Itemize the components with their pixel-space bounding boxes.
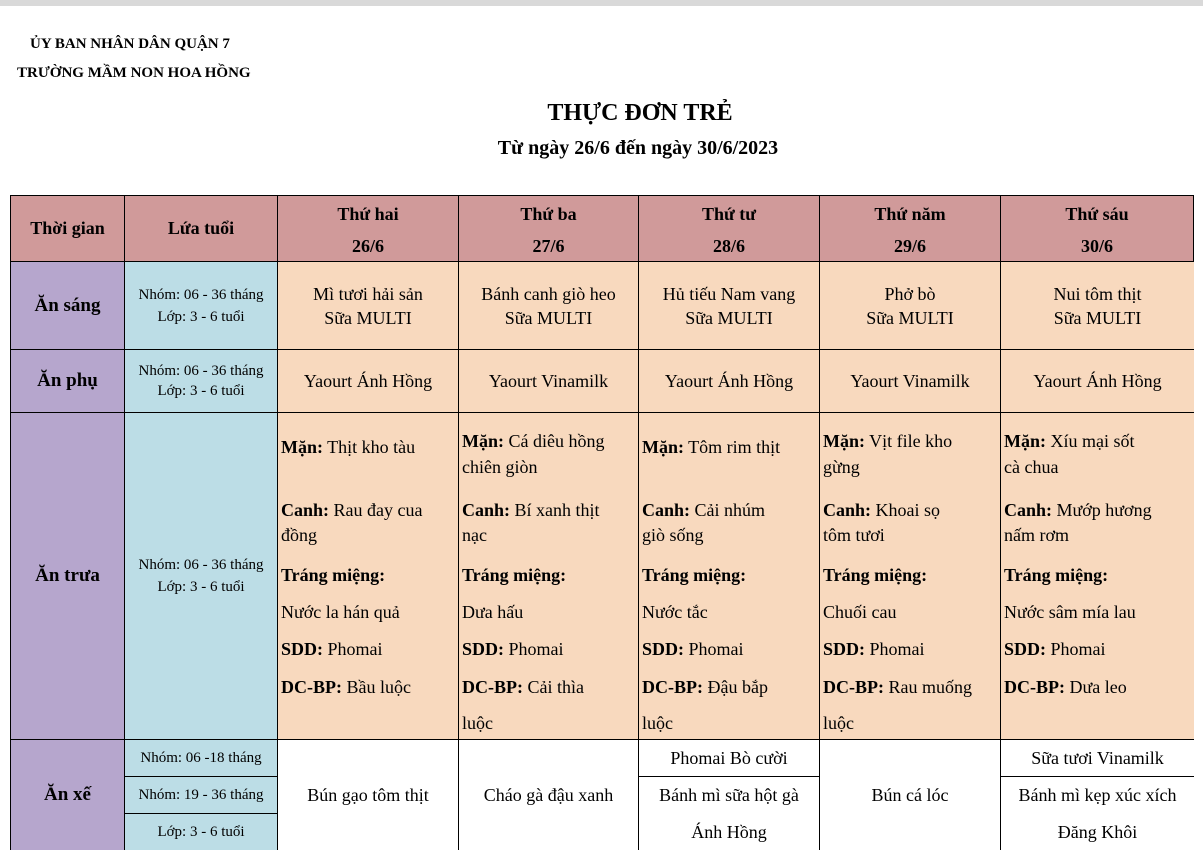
breakfast-mon — [277, 261, 458, 349]
label-canh: Canh: — [281, 500, 330, 520]
label-sdd: SDD: — [642, 639, 685, 659]
dessert: Nước la hán quả — [281, 602, 400, 622]
afternoon-wed-top — [638, 739, 819, 776]
snack-item: Yaourt Ánh Hồng — [1033, 371, 1162, 391]
lunch-mon — [277, 412, 458, 739]
soup-line2: nấm rơm — [1004, 525, 1070, 545]
label-man: Mặn: — [462, 431, 504, 451]
lunch-tue — [458, 412, 638, 739]
soup — [1004, 500, 1152, 521]
label-canh: Canh: — [642, 500, 691, 520]
age-afternoon-2 — [124, 776, 277, 813]
dessert: Nước tắc — [642, 602, 708, 622]
label-dcbp: DC-BP: — [281, 677, 342, 697]
dcbp-line2: luộc — [462, 713, 493, 733]
afternoon-fri-bottom — [1000, 776, 1194, 850]
snack-tue — [458, 349, 638, 412]
snack-item: Yaourt Vinamilk — [488, 371, 609, 391]
dcbp-text: Cải thìa — [523, 677, 584, 697]
label-man: Mặn: — [823, 431, 865, 451]
label-sdd: SDD: — [1004, 639, 1047, 659]
sdd-text: Phomai — [684, 639, 744, 659]
soup-text: Rau đay cua — [329, 500, 423, 520]
sdd-text: Phomai — [865, 639, 925, 659]
age-afternoon-3 — [124, 813, 277, 850]
main-dish-line2: chiên giòn — [462, 457, 538, 477]
dcbp — [642, 677, 768, 698]
label-dessert: Tráng miệng: — [1004, 565, 1109, 585]
afternoon-item: Sữa tươi Vinamilk — [1031, 748, 1164, 768]
sdd — [462, 639, 564, 660]
lunch-thu — [819, 412, 1000, 739]
label-canh: Canh: — [1004, 500, 1053, 520]
day-name: Thứ hai — [337, 204, 399, 224]
afternoon-item-line2: Ánh Hồng — [691, 821, 767, 842]
main-dish-text: Thịt kho tàu — [323, 437, 416, 457]
snack-thu — [819, 349, 1000, 412]
day-date: 26/6 — [351, 236, 384, 256]
milk: Sữa MULTI — [685, 307, 773, 328]
afternoon-item-line2: Đăng Khôi — [1057, 821, 1138, 842]
snack-item: Yaourt Ánh Hồng — [303, 371, 433, 391]
milk: Sữa MULTI — [866, 307, 954, 328]
day-date: 30/6 — [1080, 236, 1113, 256]
dcbp-text: Rau muống — [884, 677, 972, 697]
sdd-text: Phomai — [504, 639, 564, 659]
main-dish — [281, 437, 415, 458]
label-dessert: Tráng miệng: — [462, 565, 567, 585]
main-dish — [1004, 431, 1135, 452]
header-time — [10, 195, 124, 261]
main-dish — [642, 437, 780, 458]
header-age — [124, 195, 277, 261]
dcbp-line2: luộc — [823, 713, 854, 733]
label-sdd: SDD: — [823, 639, 866, 659]
meal-afternoon — [10, 739, 124, 850]
day-name: Thứ sáu — [1065, 204, 1129, 224]
dcbp — [462, 677, 584, 698]
soup-line2: nạc — [462, 525, 487, 545]
afternoon-item: Cháo gà đậu xanh — [483, 785, 614, 805]
age-group: Nhóm: 06 - 36 tháng — [138, 363, 264, 379]
header-day-fri — [1000, 195, 1194, 261]
day-name: Thứ ba — [520, 204, 577, 224]
breakfast-thu — [819, 261, 1000, 349]
dessert: Dưa hấu — [462, 602, 524, 622]
main-dish-text: Xíu mại sốt — [1046, 431, 1135, 451]
afternoon-item: Bánh mì sữa hột gà — [659, 784, 799, 805]
soup — [462, 500, 600, 521]
sdd-text: Phomai — [1046, 639, 1106, 659]
snack-mon — [277, 349, 458, 412]
dcbp — [823, 677, 972, 698]
label-dcbp: DC-BP: — [642, 677, 703, 697]
soup-line2: tôm tươi — [823, 525, 885, 545]
meal-label: Ăn sáng — [34, 294, 101, 316]
snack-item: Yaourt Vinamilk — [850, 371, 970, 391]
dcbp — [1004, 677, 1127, 698]
lunch-fri — [1000, 412, 1194, 739]
main-dish-line2: gừng — [823, 457, 860, 477]
dessert: Chuối cau — [823, 602, 897, 622]
dish: Nui tôm thịt — [1053, 283, 1142, 304]
soup-text: Khoai sọ — [871, 500, 941, 520]
snack-wed — [638, 349, 819, 412]
label-man: Mặn: — [1004, 431, 1046, 451]
dcbp-text: Bầu luộc — [342, 677, 411, 697]
label-dessert: Tráng miệng: — [823, 565, 928, 585]
main-dish-text: Cá diêu hồng — [504, 431, 605, 451]
afternoon-thu — [819, 739, 1000, 850]
afternoon-item: Bún gạo tôm thịt — [307, 785, 429, 805]
dcbp — [281, 677, 411, 698]
soup-line2: giò sống — [642, 525, 704, 545]
age-class: Lớp: 3 - 6 tuổi — [157, 824, 245, 840]
dish: Mì tươi hải sản — [313, 283, 423, 304]
age-snack — [124, 349, 277, 412]
org-line-1: ỦY BAN NHÂN DÂN QUẬN 7 — [30, 36, 230, 52]
age-breakfast — [124, 261, 277, 349]
dcbp-text: Đậu bắp — [703, 677, 768, 697]
header-time-label: Thời gian — [30, 218, 105, 238]
org-line-2: TRƯỜNG MẦM NON HOA HỒNG — [17, 65, 251, 81]
meal-label: Ăn xế — [44, 784, 91, 805]
soup — [823, 500, 940, 521]
age-group: Nhóm: 06 - 36 tháng — [138, 286, 264, 303]
main-dish-line2: cà chua — [1004, 457, 1059, 477]
afternoon-mon — [277, 739, 458, 850]
afternoon-fri-top — [1000, 739, 1194, 776]
header-day-wed — [638, 195, 819, 261]
dish: Hủ tiếu Nam vang — [662, 283, 796, 304]
label-dessert: Tráng miệng: — [642, 565, 747, 585]
afternoon-item: Bánh mì kẹp xúc xích — [1018, 784, 1177, 805]
dcbp-text: Dưa leo — [1065, 677, 1127, 697]
snack-item: Yaourt Ánh Hồng — [664, 371, 794, 391]
meal-lunch — [10, 412, 124, 739]
meal-snack — [10, 349, 124, 412]
soup — [642, 500, 765, 521]
label-canh: Canh: — [462, 500, 511, 520]
header-day-tue — [458, 195, 638, 261]
label-dcbp: DC-BP: — [1004, 677, 1065, 697]
label-dessert: Tráng miệng: — [281, 565, 386, 585]
page-subtitle: Từ ngày 26/6 đến ngày 30/6/2023 — [497, 137, 779, 159]
afternoon-wed-bottom — [638, 776, 819, 850]
dish: Bánh canh giò heo — [481, 283, 616, 304]
breakfast-fri — [1000, 261, 1194, 349]
soup-text: Bí xanh thịt — [510, 500, 600, 520]
meal-breakfast — [10, 261, 124, 349]
dessert: Nước sâm mía lau — [1004, 602, 1136, 622]
breakfast-wed — [638, 261, 819, 349]
main-dish — [462, 431, 605, 452]
label-canh: Canh: — [823, 500, 872, 520]
meal-label: Ăn phụ — [37, 370, 98, 391]
age-lunch — [124, 412, 277, 739]
dcbp-line2: luộc — [642, 713, 673, 733]
window-top-bar — [0, 0, 1203, 6]
age-class: Lớp: 3 - 6 tuổi — [157, 308, 245, 325]
milk: Sữa MULTI — [1053, 307, 1142, 328]
sdd — [281, 639, 383, 660]
sdd — [823, 639, 925, 660]
sdd — [1004, 639, 1106, 660]
afternoon-item: Phomai Bò cười — [670, 748, 788, 768]
header-age-label: Lứa tuổi — [167, 218, 235, 238]
main-dish — [823, 431, 952, 452]
label-sdd: SDD: — [281, 639, 324, 659]
snack-fri — [1000, 349, 1194, 412]
breakfast-tue — [458, 261, 638, 349]
soup-text: Mướp hương — [1052, 500, 1152, 520]
day-date: 29/6 — [893, 236, 926, 256]
afternoon-tue — [458, 739, 638, 850]
soup — [281, 500, 422, 521]
sdd — [642, 639, 744, 660]
page-title: THỰC ĐƠN TRẺ — [547, 100, 733, 126]
label-dcbp: DC-BP: — [823, 677, 884, 697]
day-name: Thứ năm — [874, 204, 946, 224]
afternoon-item: Bún cá lóc — [871, 785, 949, 805]
day-name: Thứ tư — [701, 204, 757, 224]
meal-label: Ăn trưa — [35, 565, 100, 586]
main-dish-text: Vịt file kho — [865, 431, 953, 451]
soup-text: Cải nhúm — [690, 500, 766, 520]
day-date: 28/6 — [712, 236, 745, 256]
milk: Sữa MULTI — [324, 307, 412, 328]
age-group: Nhóm: 06 -18 tháng — [140, 750, 262, 766]
label-dcbp: DC-BP: — [462, 677, 523, 697]
lunch-wed — [638, 412, 819, 739]
label-sdd: SDD: — [462, 639, 505, 659]
label-man: Mặn: — [642, 437, 684, 457]
milk: Sữa MULTI — [504, 307, 593, 328]
age-afternoon-1 — [124, 739, 277, 776]
header-day-mon — [277, 195, 458, 261]
day-date: 27/6 — [532, 236, 565, 256]
age-group: Nhóm: 06 - 36 tháng — [138, 557, 264, 573]
dish: Phở bò — [884, 283, 936, 304]
age-class: Lớp: 3 - 6 tuổi — [157, 579, 245, 595]
label-man: Mặn: — [281, 437, 323, 457]
sdd-text: Phomai — [323, 639, 383, 659]
main-dish-text: Tôm rim thịt — [684, 437, 781, 457]
header-day-thu — [819, 195, 1000, 261]
soup-line2: đồng — [281, 525, 317, 545]
age-group: Nhóm: 19 - 36 tháng — [138, 787, 264, 803]
age-class: Lớp: 3 - 6 tuổi — [157, 383, 245, 399]
